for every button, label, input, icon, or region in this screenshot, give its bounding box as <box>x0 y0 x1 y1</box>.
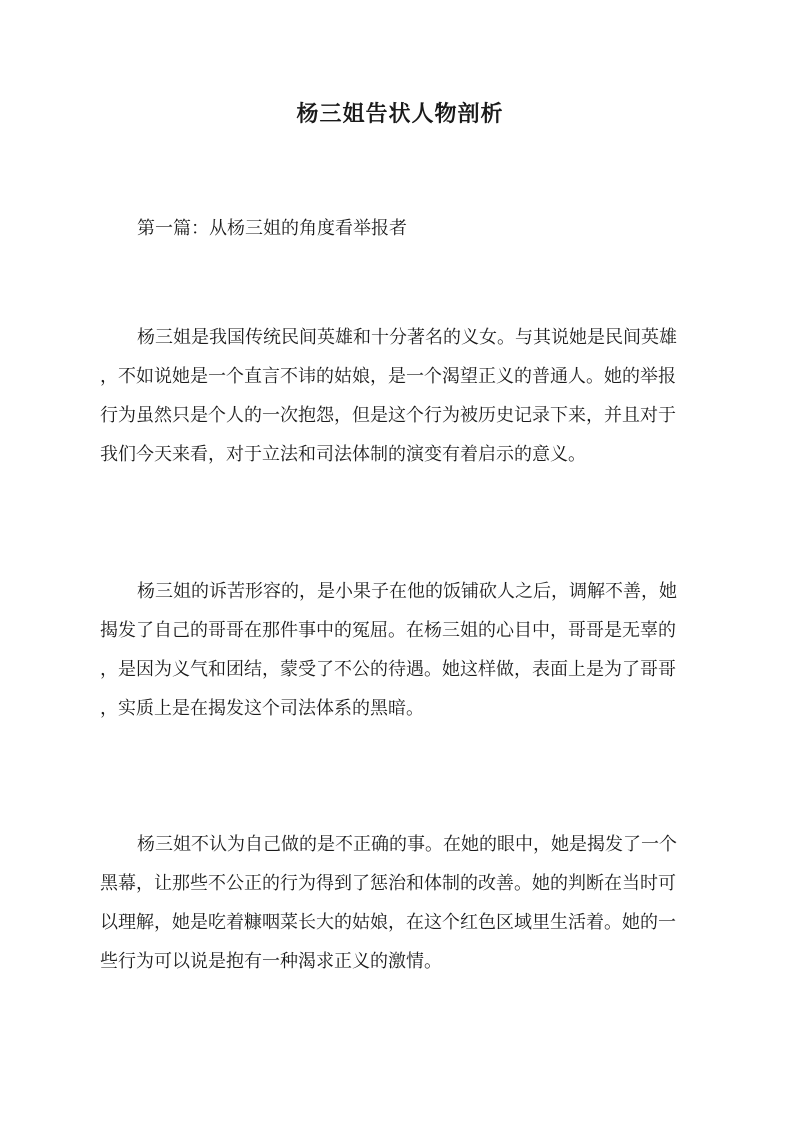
paragraph-1 <box>100 318 700 474</box>
paragraph-line: 些行为可以说是抱有一种渴求正义的激情。 <box>100 951 442 972</box>
section-heading: 第一篇：从杨三姐的角度看举报者 <box>137 218 407 239</box>
paragraph-line: 行为虽然只是个人的一次抱怨，但是这个行为被历史记录下来，并且对于 <box>100 405 676 426</box>
paragraph-line: 以理解，她是吃着糠咽菜长大的姑娘，在这个红色区域里生活着。她的一 <box>100 912 676 933</box>
paragraph-line: ，实质上是在揭发这个司法体系的黑暗。 <box>100 698 424 719</box>
document-title: 杨三姐告状人物剖析 <box>296 101 504 127</box>
paragraph-3 <box>100 825 700 981</box>
paragraph-line: 杨三姐不认为自己做的是不正确的事。在她的眼中，她是揭发了一个 <box>137 834 677 855</box>
paragraph-line: 黑幕，让那些不公正的行为得到了惩治和体制的改善。她的判断在当时可 <box>100 873 676 894</box>
paragraph-line: 揭发了自己的哥哥在那件事中的冤屈。在杨三姐的心目中，哥哥是无辜的 <box>100 620 676 641</box>
paragraph-line: ，是因为义气和团结，蒙受了不公的待遇。她这样做，表面上是为了哥哥 <box>100 659 676 680</box>
paragraph-2 <box>100 572 700 728</box>
paragraph-line: 杨三姐的诉苦形容的，是小果子在他的饭铺砍人之后，调解不善，她 <box>137 581 677 602</box>
paragraph-line: ，不如说她是一个直言不讳的姑娘，是一个渴望正义的普通人。她的举报 <box>100 366 676 387</box>
paragraph-line: 我们今天来看，对于立法和司法体制的演变有着启示的意义。 <box>100 444 586 465</box>
paragraph-line: 杨三姐是我国传统民间英雄和十分著名的义女。与其说她是民间英雄 <box>137 327 677 348</box>
